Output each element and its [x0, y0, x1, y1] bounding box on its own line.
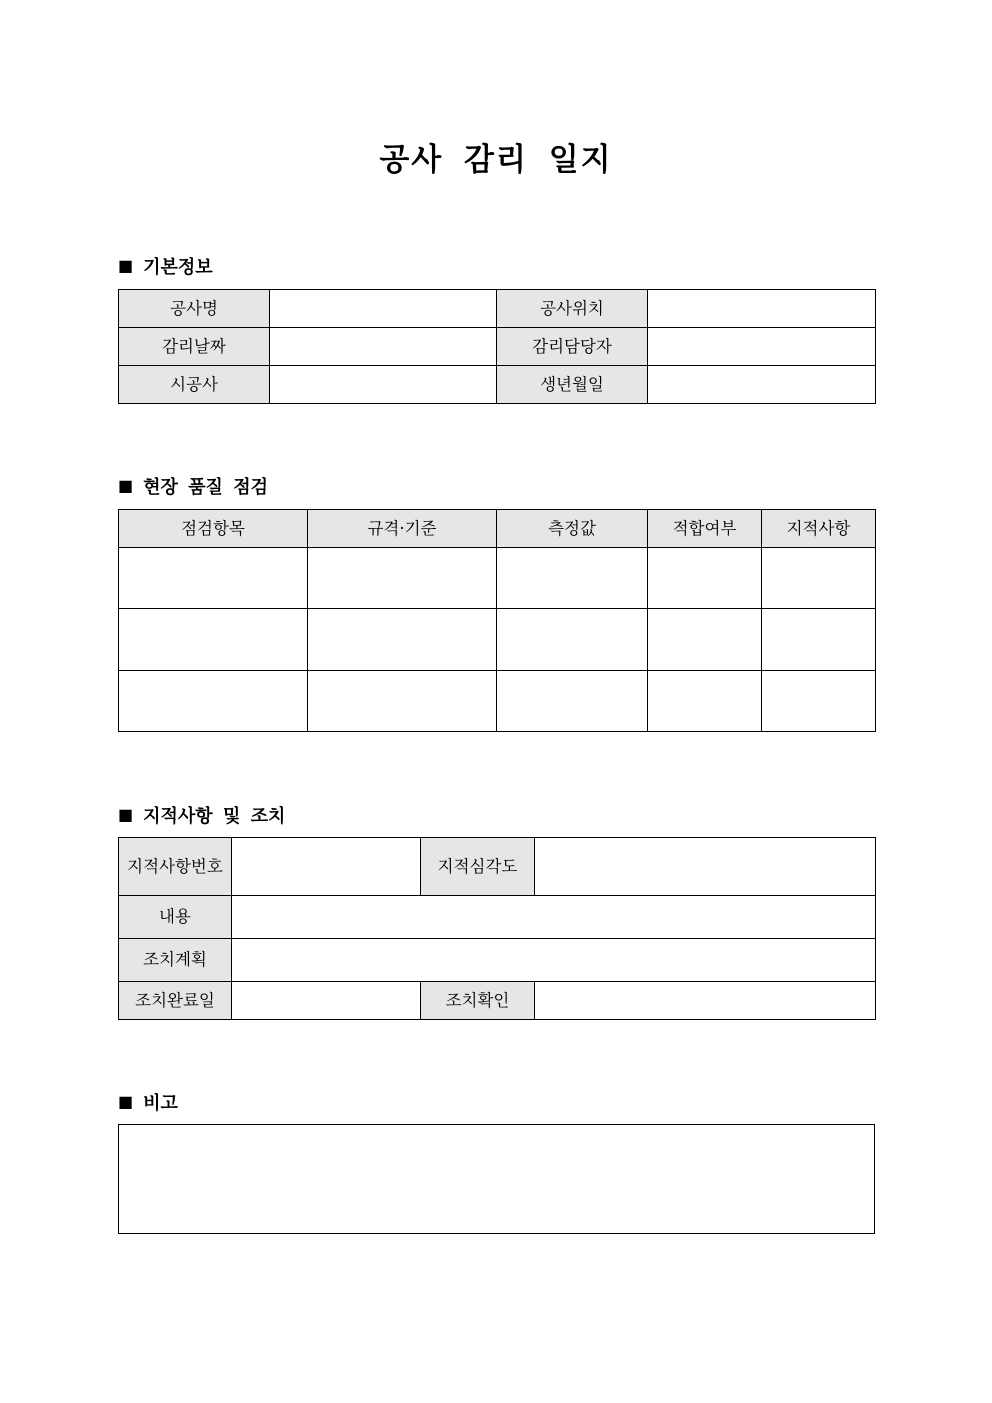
square-bullet-icon: ■	[118, 256, 134, 275]
findings-heading-label: 지적사항 및 조치	[143, 806, 286, 827]
column-header-check-item: 점검항목	[119, 510, 308, 548]
table-row	[119, 328, 876, 366]
conformity-cell[interactable]	[648, 548, 762, 609]
basic-info-heading	[118, 253, 213, 279]
findings-heading	[118, 802, 285, 828]
confirmation-field[interactable]	[535, 982, 876, 1020]
quality-check-table	[118, 509, 876, 732]
finding-number-field[interactable]	[232, 838, 421, 896]
measured-value-cell[interactable]	[497, 609, 648, 671]
inspector-label: 감리담당자	[497, 328, 648, 366]
basic-info-heading-label: 기본정보	[143, 257, 213, 278]
table-row	[119, 982, 876, 1020]
table-row	[119, 896, 876, 939]
column-header-standard: 규격·기준	[308, 510, 497, 548]
inspector-field[interactable]	[648, 328, 876, 366]
table-row	[119, 838, 876, 896]
birth-date-label: 생년월일	[497, 366, 648, 404]
project-name-label: 공사명	[119, 290, 270, 328]
column-header-measured-value: 측정값	[497, 510, 648, 548]
table-row	[119, 609, 876, 671]
findings-cell[interactable]	[762, 609, 876, 671]
action-plan-field[interactable]	[232, 939, 876, 982]
remarks-heading	[118, 1089, 178, 1115]
findings-cell[interactable]	[762, 548, 876, 609]
completion-date-field[interactable]	[232, 982, 421, 1020]
conformity-cell[interactable]	[648, 609, 762, 671]
standard-cell[interactable]	[308, 671, 497, 732]
standard-cell[interactable]	[308, 609, 497, 671]
content-field[interactable]	[232, 896, 876, 939]
content-label: 내용	[119, 896, 232, 939]
check-item-cell[interactable]	[119, 609, 308, 671]
remarks-heading-label: 비고	[143, 1093, 178, 1114]
completion-date-label: 조치완료일	[119, 982, 232, 1020]
square-bullet-icon: ■	[118, 805, 134, 824]
column-header-findings: 지적사항	[762, 510, 876, 548]
severity-field[interactable]	[535, 838, 876, 896]
basic-info-table	[118, 289, 876, 404]
birth-date-field[interactable]	[648, 366, 876, 404]
contractor-field[interactable]	[270, 366, 497, 404]
check-item-cell[interactable]	[119, 671, 308, 732]
table-row	[119, 366, 876, 404]
quality-check-heading	[118, 473, 268, 499]
table-row	[119, 671, 876, 732]
check-item-cell[interactable]	[119, 548, 308, 609]
square-bullet-icon: ■	[118, 1092, 134, 1111]
square-bullet-icon: ■	[118, 476, 134, 495]
measured-value-cell[interactable]	[497, 671, 648, 732]
inspection-date-field[interactable]	[270, 328, 497, 366]
severity-label: 지적심각도	[421, 838, 535, 896]
table-row	[119, 939, 876, 982]
project-location-field[interactable]	[648, 290, 876, 328]
project-name-field[interactable]	[270, 290, 497, 328]
inspection-date-label: 감리날짜	[119, 328, 270, 366]
quality-check-heading-label: 현장 품질 점검	[143, 477, 268, 498]
table-row	[119, 290, 876, 328]
conformity-cell[interactable]	[648, 671, 762, 732]
table-row	[119, 548, 876, 609]
findings-table	[118, 837, 876, 1020]
confirmation-label: 조치확인	[421, 982, 535, 1020]
finding-number-label: 지적사항번호	[119, 838, 232, 896]
table-header-row	[119, 510, 876, 548]
project-location-label: 공사위치	[497, 290, 648, 328]
page-title: 공사 감리 일지	[379, 142, 613, 178]
remarks-field[interactable]	[118, 1124, 875, 1234]
action-plan-label: 조치계획	[119, 939, 232, 982]
standard-cell[interactable]	[308, 548, 497, 609]
contractor-label: 시공사	[119, 366, 270, 404]
column-header-conformity: 적합여부	[648, 510, 762, 548]
findings-cell[interactable]	[762, 671, 876, 732]
measured-value-cell[interactable]	[497, 548, 648, 609]
